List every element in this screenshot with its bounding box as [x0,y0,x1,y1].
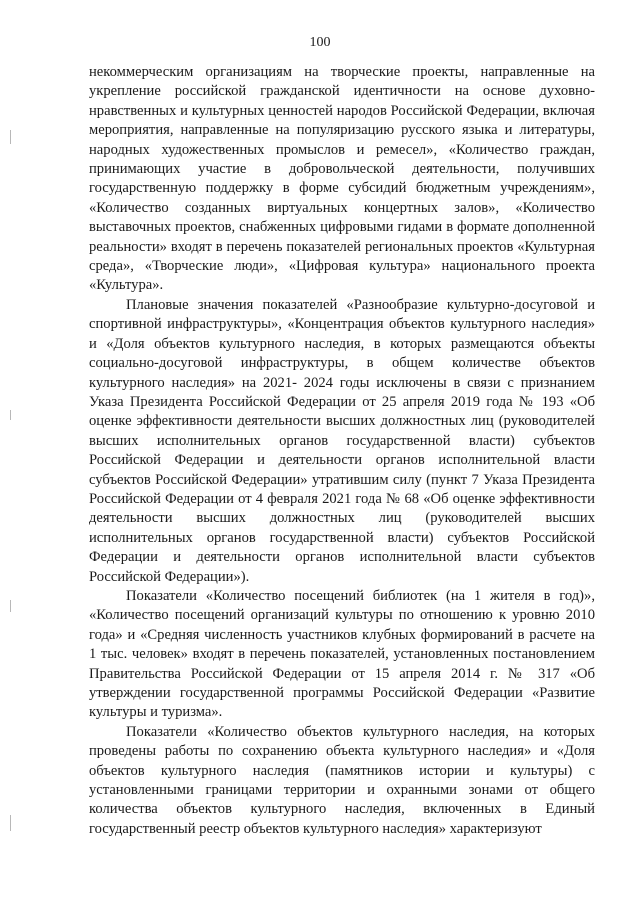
document-body [89,63,595,839]
paragraph-planned-values: Плановые значения показателей «Разнообразие культурно-досуговой и спортивной инфраструктуры», «Концентрация объектов культурного наследия» и «Доля объектов культурного наследия, в которых размещаются объекты социально-досуговой инфраструктуры, в общем количестве объектов культурного наследия» на 2021- 2024 годы исключены в связи с признанием Указа Президента Российской Федерации от 25 апреля 2019 года № 193 «Об оценке эффективности деятельности высших должностных лиц (руководителей высших исполнительных органов государственной власти) субъектов Российской Федерации и деятельности органов исполнительной власти субъектов Российской Федерации» утратившим силу (пункт 7 Указа Президента Российской Федерации от 4 февраля 2021 года № 68 «Об оценке эффективности деятельности высших должностных лиц (руководителей высших исполнительных органов государственной власти) субъектов Российской Федерации и деятельности органов исполнительной власти субъектов Российской Федерации»). [89,296,595,585]
paragraph-continuation: некоммерческим организациям на творческие проекты, направленные на укрепление российской гражданской идентичности на основе духовно-нравственных и культурных ценностей народов Российской Федерации, включая мероприятия, направленные на популяризацию русского языка и литературы, народных художественных промыслов и ремесел», «Количество граждан, принимающих участие в добровольческой деятельности, получивших государственную поддержку в форме субсидий бюджетным учреждениям», «Количество созданных виртуальных концертных залов», «Количество выставочных проектов, снабженных цифровыми гидами в формате дополненной реальности» входят в перечень показателей региональных проектов «Культурная среда», «Творческие люди», «Цифровая культура» национального проекта «Культура». [89,64,595,294]
scan-edge-mark [10,410,11,420]
scan-edge-mark [10,815,11,831]
paragraph-library-indicators: Показатели «Количество посещений библиотек (на 1 жителя в год)», «Количество посещений организаций культуры по отношению к уровню 2010 года» и «Средняя численность участников клубных формирований в расчете на 1 тыс. человек» входят в перечень показателей, установленных постановлением Правительства Российской Федерации от 15 апреля 2014 г. № 317 «Об утверждении государственной программы Российской Федерации «Развитие культуры и туризма». [89,587,595,721]
page-number: 100 [309,35,331,50]
scan-edge-mark [10,600,11,612]
scan-edge-mark [10,130,11,144]
paragraph-heritage-indicators: Показатели «Количество объектов культурного наследия, на которых проведены работы по сохранению объекта культурного наследия» и «Доля объектов культурного наследия (памятников истории и культуры) с установленными границами территории и охранными зонами от общего количества объектов культурного наследия, включенных в Единый государственный реестр объектов культурного наследия» характеризуют [89,723,595,837]
